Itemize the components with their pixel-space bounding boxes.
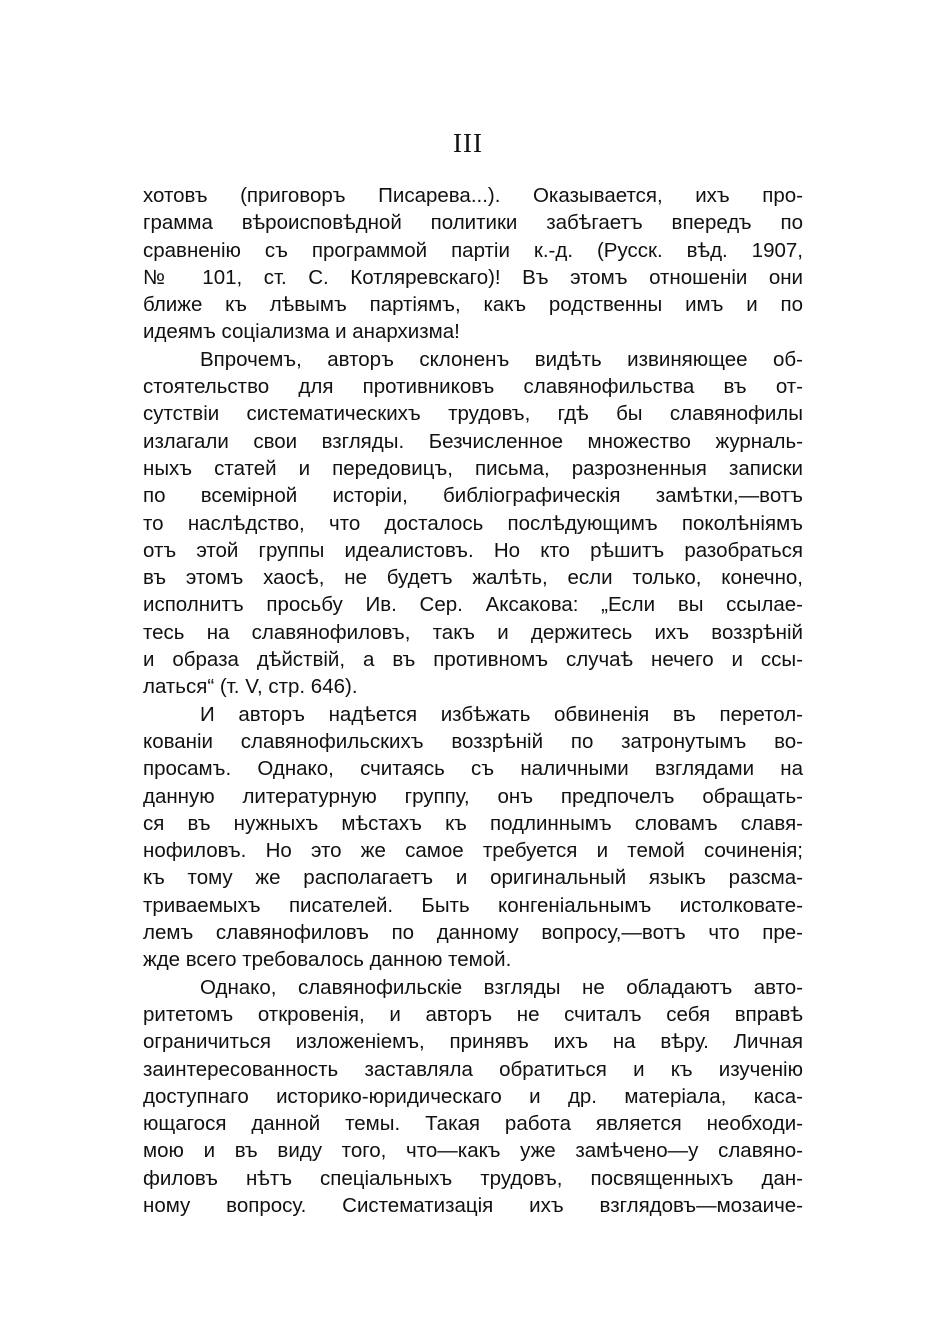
text-line: И авторъ надѣется избѣжать обвиненія въ перетол-	[200, 702, 803, 726]
text-line: жде всего требовалось данною темой.	[143, 948, 512, 972]
text-line: стоятельство для противниковъ славянофильства въ от-	[143, 375, 803, 399]
text-line: по всемірной исторіи, библіографическія замѣтки,—вотъ	[143, 484, 803, 508]
paragraph	[143, 974, 803, 1220]
text-line: ритетомъ откровенія, и авторъ не считалъ себя вправѣ	[143, 1002, 803, 1026]
text-line: излагали свои взгляды. Безчисленное множество журналь-	[143, 429, 803, 453]
body-text	[143, 182, 803, 1219]
text-line: ющагося данной темы. Такая работа является необходи-	[143, 1112, 803, 1136]
text-line: грамма вѣроисповѣдной политики забѣгаетъ впередъ по	[143, 211, 803, 235]
text-line: заинтересованность заставляла обратиться и къ изученію	[143, 1057, 803, 1081]
text-line: Однако, славянофильскіе взгляды не обладаютъ авто-	[200, 975, 803, 999]
text-line: ныхъ статей и передовицъ, письма, разрозненныя записки	[143, 456, 803, 480]
paragraph	[143, 701, 803, 974]
text-line: лемъ славянофиловъ по данному вопросу,—вотъ что пре-	[143, 921, 803, 945]
text-line: къ тому же располагаетъ и оригинальный языкъ разсма-	[143, 866, 803, 890]
text-line: ному вопросу. Систематизація ихъ взглядовъ—мозаиче-	[143, 1193, 803, 1217]
text-line: мою и въ виду того, что—какъ уже замѣчено—у славяно-	[143, 1139, 803, 1163]
paragraph	[143, 346, 803, 701]
text-line: кованіи славянофильскихъ воззрѣній по затронутымъ во-	[143, 729, 803, 753]
text-line: доступнаго историко-юридическаго и др. матеріала, каса-	[143, 1084, 803, 1108]
text-line: ближе къ лѣвымъ партіямъ, какъ родственны имъ и по	[143, 293, 803, 317]
text-line: данную литературную группу, онъ предпочелъ обращать-	[143, 784, 803, 808]
text-line: хотовъ (приговоръ Писарева...). Оказывается, ихъ про-	[143, 184, 803, 207]
text-line: идеямъ соціализма и анархизма!	[143, 320, 460, 344]
text-line: латься“ (т. V, стр. 646).	[143, 675, 358, 699]
text-line: то наслѣдство, что досталось послѣдующимъ поколѣніямъ	[143, 511, 803, 535]
text-line: сравненію съ программой партіи к.-д. (Русск. вѣд. 1907,	[143, 238, 803, 262]
text-line: нофиловъ. Но это же самое требуется и темой сочиненія;	[143, 839, 803, 863]
text-line: триваемыхъ писателей. Быть конгеніальнымъ истолковате-	[143, 893, 803, 917]
text-line: и образа дѣйствій, а въ противномъ случаѣ нечего и ссы-	[143, 648, 803, 672]
text-line: ограничиться изложеніемъ, принявъ ихъ на вѣру. Личная	[143, 1030, 803, 1054]
text-line: просамъ. Однако, считаясь съ наличными взглядами на	[143, 757, 803, 781]
text-line: филовъ нѣтъ спеціальныхъ трудовъ, посвященныхъ дан-	[143, 1166, 803, 1190]
paragraph	[143, 182, 803, 346]
text-line: ся въ нужныхъ мѣстахъ къ подлиннымъ словамъ славя-	[143, 811, 803, 835]
text-line: въ этомъ хаосѣ, не будетъ жалѣть, если только, конечно,	[143, 566, 803, 590]
text-line: № 101, ст. С. Котляревскаго)! Въ этомъ отношеніи они	[143, 265, 803, 289]
text-line: исполнитъ просьбу Ив. Сер. Аксакова: „Если вы ссылае-	[143, 593, 803, 617]
text-line: отъ этой группы идеалистовъ. Но кто рѣшитъ разобраться	[143, 538, 803, 562]
page-number: III	[453, 128, 483, 158]
text-line: сутствіи систематическихъ трудовъ, гдѣ бы славянофилы	[143, 402, 803, 426]
text-line: тесь на славянофиловъ, такъ и держитесь ихъ воззрѣній	[143, 620, 803, 644]
text-line: Впрочемъ, авторъ склоненъ видѣть извиняющее об-	[200, 347, 803, 371]
